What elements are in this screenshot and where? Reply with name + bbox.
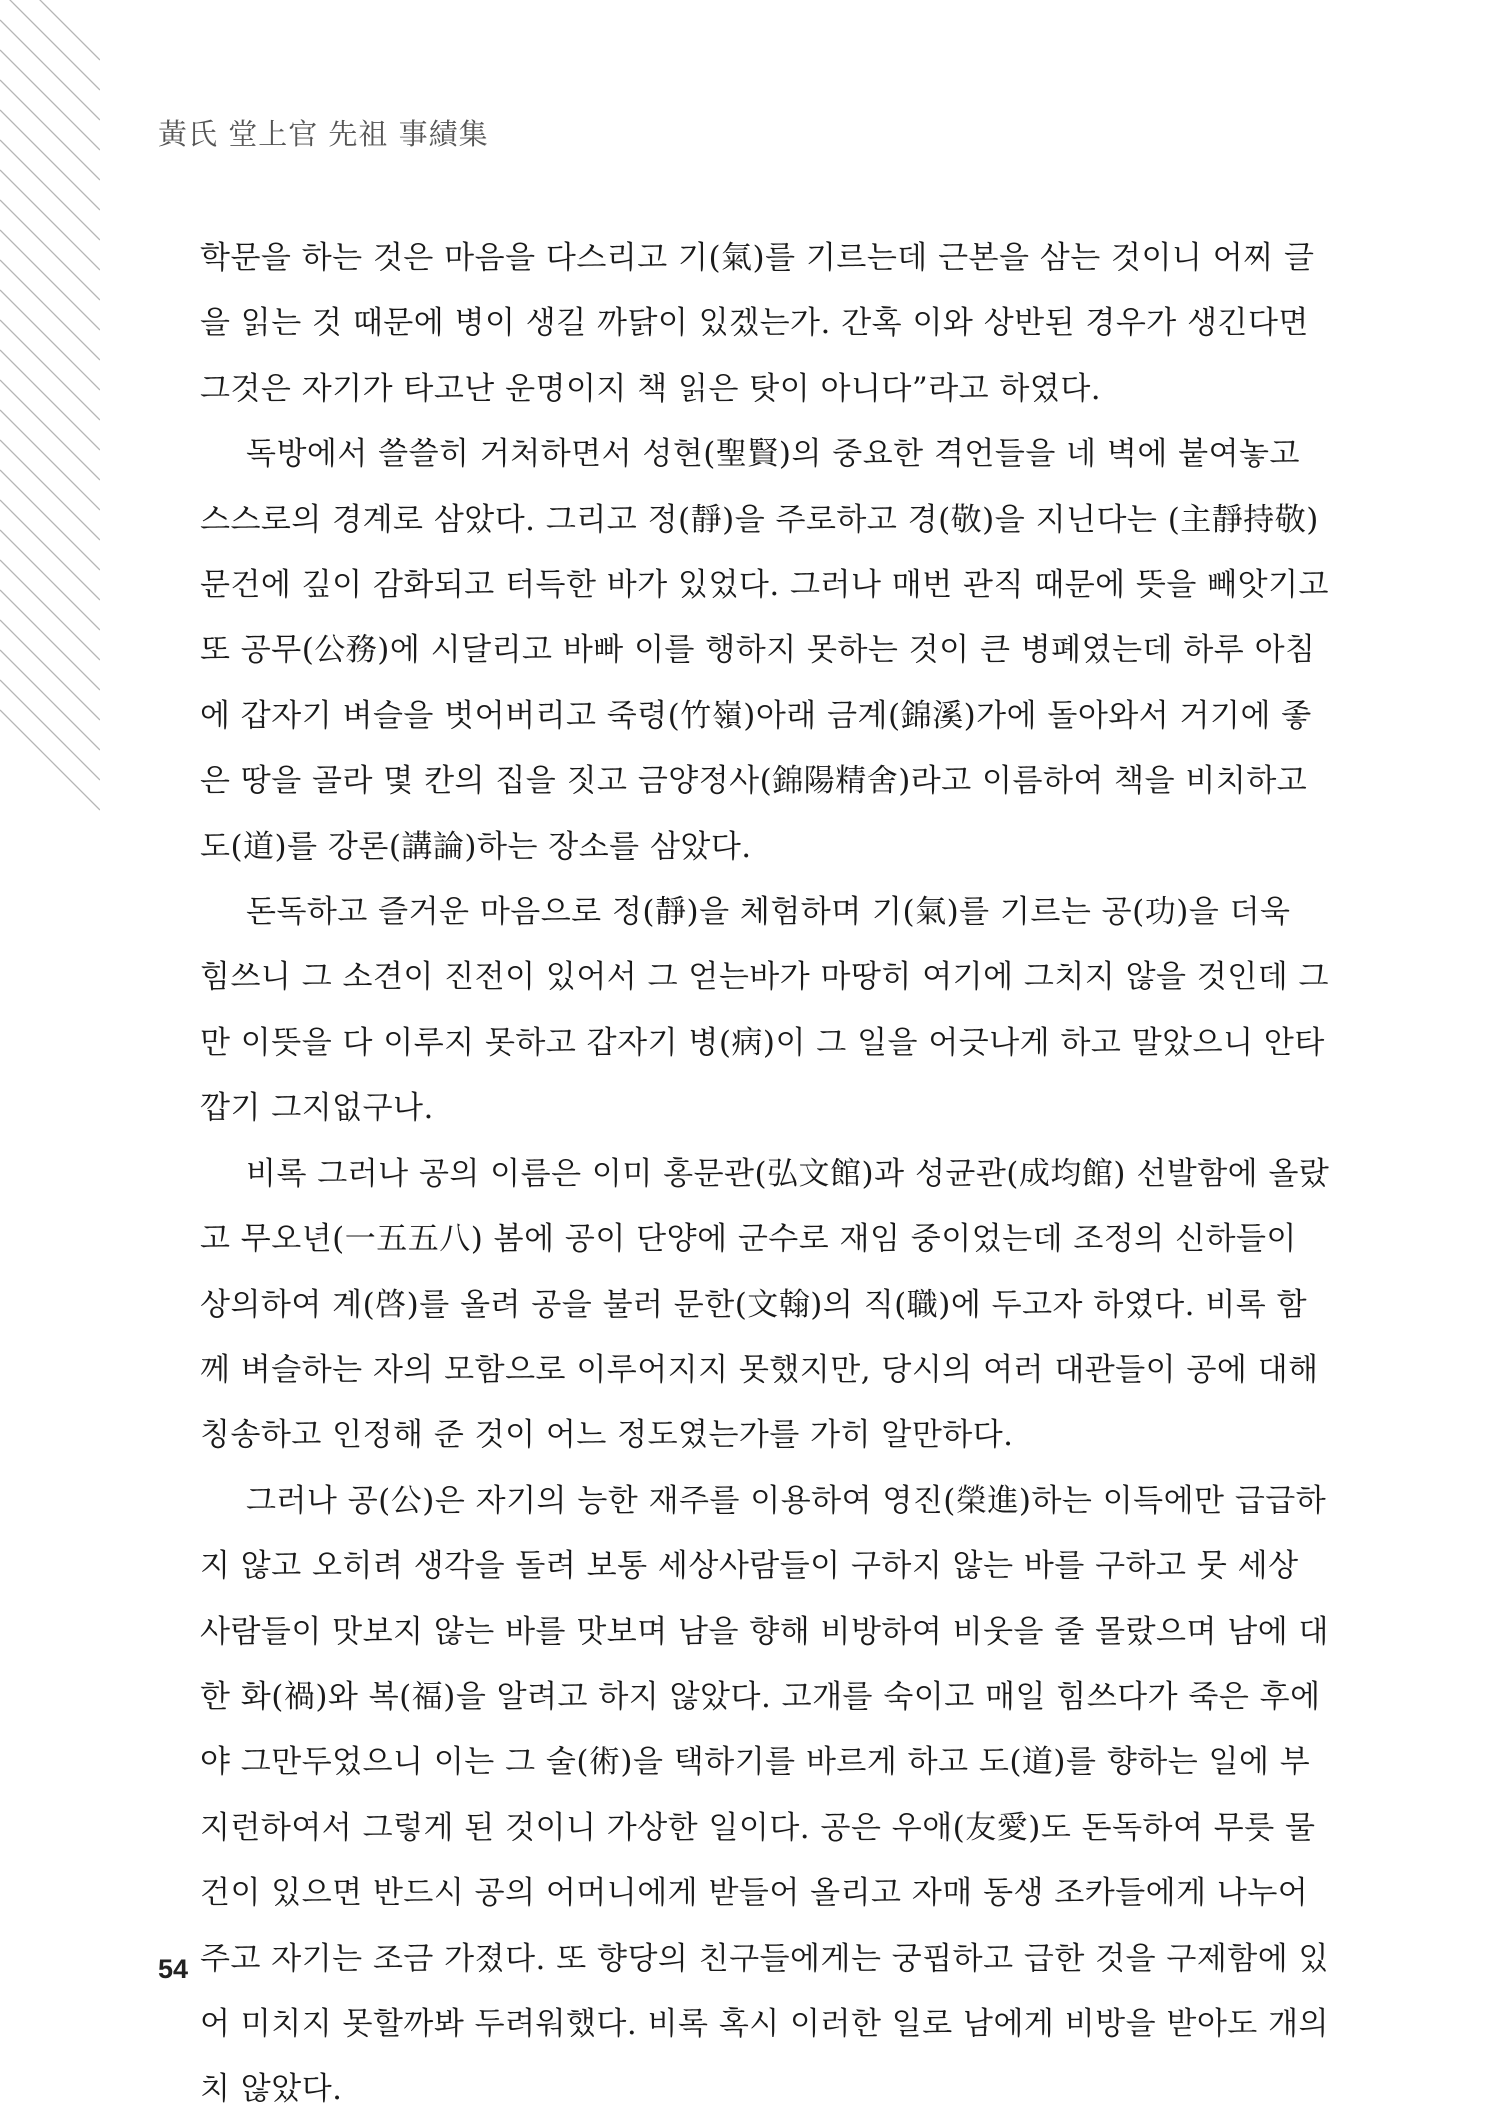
paragraph: 독방에서 쓸쓸히 거처하면서 성현(聖賢)의 중요한 격언들을 네 벽에 붙여놓고 스스로의 경계로 삼았다. 그리고 정(靜)을 주로하고 경(敬)을 지닌다는 (主靜持敬) 문건에 깊이 감화되고 터득한 바가 있었다. 그러나 매번 관직 때문에 뜻을 빼앗기고 또 공무(公務)에 시달리고 바빠 이를 행하지 못하는 것이 큰 병폐였는데 하루 아침에 갑자기 벼슬을 벗어버리고 죽령(竹嶺)아래 금계(錦溪)가에 돌아와서 거기에 좋은 땅을 골라 몇 칸의 집을 짓고 금양정사(錦陽精舍)라고 이름하여 책을 비치하고 도(道)를 강론(講論)하는 장소를 삼았다. bbox=[200, 436, 1329, 865]
paragraph: 비록 그러나 공의 이름은 이미 홍문관(弘文館)과 성균관(成均館) 선발함에 올랐고 무오년(一五五八) 봄에 공이 단양에 군수로 재임 중이었는데 조정의 신하들이 상의하여 계(啓)를 올려 공을 불러 문한(文翰)의 직(職)에 두고자 하였다. 비록 함께 벼슬하는 자의 모함으로 이루어지지 못했지만, 당시의 여러 대관들이 공에 대해 칭송하고 인정해 준 것이 어느 정도였는가를 가히 알만하다. bbox=[200, 1155, 1330, 1454]
paragraph: 학문을 하는 것은 마음을 다스리고 기(氣)를 기르는데 근본을 삼는 것이니 어찌 글을 읽는 것 때문에 병이 생길 까닭이 있겠는가. 간혹 이와 상반된 경우가 생긴다면 그것은 자기가 타고난 운명이지 책 읽은 탓이 아니다”라고 하였다. bbox=[200, 240, 1315, 407]
diagonal-stripe-decoration bbox=[0, 0, 100, 820]
paragraph: 돈독하고 즐거운 마음으로 정(靜)을 체험하며 기(氣)를 기르는 공(功)을 더욱 힘쓰니 그 소견이 진전이 있어서 그 얻는바가 마땅히 여기에 그치지 않을 것인데 그만 이뜻을 다 이루지 못하고 갑자기 병(病)이 그 일을 어긋나게 하고 말았으니 안타깝기 그지없구나. bbox=[200, 894, 1329, 1127]
body-text bbox=[200, 226, 1330, 2123]
running-header: 黃氏 堂上官 先祖 事績集 bbox=[158, 117, 489, 151]
page-number: 54 bbox=[158, 1954, 189, 1984]
paragraph: 그러나 공(公)은 자기의 능한 재주를 이용하여 영진(榮進)하는 이득에만 급급하지 않고 오히려 생각을 돌려 보통 세상사람들이 구하지 않는 바를 구하고 뭇 세상 사람들이 맛보지 않는 바를 맛보며 남을 향해 비방하여 비웃을 줄 몰랐으며 남에 대한 화(禍)와 복(福)을 알려고 하지 않았다. 고개를 숙이고 매일 힘쓰다가 죽은 후에야 그만두었으니 이는 그 술(術)을 택하기를 바르게 하고 도(道)를 향하는 일에 부지런하여서 그렇게 된 것이니 가상한 일이다. 공은 우애(友愛)도 돈독하여 무릇 물건이 있으면 반드시 공의 어머니에게 받들어 올리고 자매 동생 조카들에게 나누어 주고 자기는 조금 가졌다. 또 향당의 친구들에게는 궁핍하고 급한 것을 구제함에 있어 미치지 못할까봐 두려워했다. 비록 혹시 이러한 일로 남에게 비방을 받아도 개의치 않았다. bbox=[200, 1482, 1329, 2108]
